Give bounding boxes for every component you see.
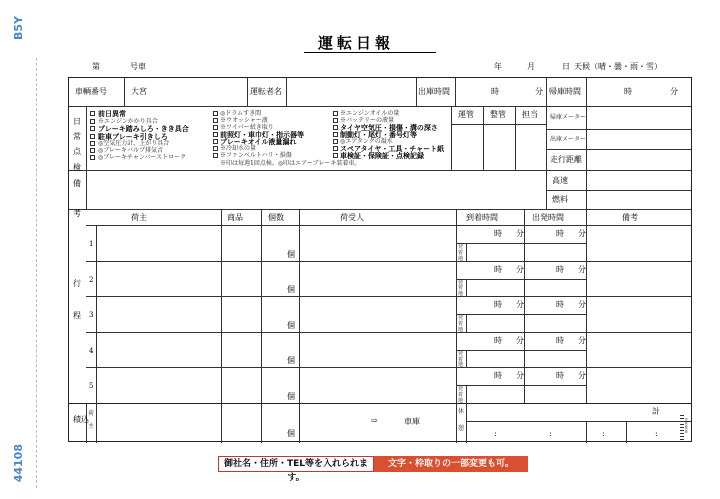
inspection-item: ※ワイパー拭き取り bbox=[220, 124, 274, 131]
col-line bbox=[451, 106, 452, 170]
arrival-hour-unit: 時 bbox=[494, 229, 502, 238]
shipper-cell[interactable] bbox=[97, 262, 220, 296]
check-box[interactable] bbox=[90, 155, 95, 160]
gyotei-label: 行 程 bbox=[73, 279, 81, 320]
kei-label: 計 bbox=[652, 407, 660, 416]
row-number: 4 bbox=[89, 346, 94, 355]
departure-hour-unit: 時 bbox=[556, 335, 564, 345]
highway-label: 高速 bbox=[552, 176, 568, 185]
consignee-cell[interactable] bbox=[300, 368, 455, 402]
inspection-footnote: ※印は毎週1回点検。◎印はエアーブレーキ装着車。 bbox=[220, 160, 361, 167]
inspection-item: タイヤ空気圧・損傷・溝の深さ bbox=[340, 123, 438, 132]
unkan-label: 運管 bbox=[458, 110, 474, 119]
depart-meter-label: 出庫メーター bbox=[550, 136, 587, 143]
row-number: 1 bbox=[89, 240, 94, 248]
row-line bbox=[546, 170, 691, 171]
departure-min-unit: 分 bbox=[578, 371, 586, 381]
shipper-header: 荷主 bbox=[131, 213, 147, 222]
departure-min-unit: 分 bbox=[578, 264, 586, 274]
check-box[interactable] bbox=[333, 139, 338, 144]
row-number: 2 bbox=[89, 275, 94, 284]
col-line bbox=[221, 209, 222, 443]
seibi-label: 整管 bbox=[490, 110, 506, 119]
row-line bbox=[466, 421, 691, 422]
departure-header: 出発時間 bbox=[532, 213, 564, 222]
col-line bbox=[524, 209, 525, 403]
page-title: 運転日報 bbox=[318, 34, 395, 52]
header-gousha: 号車 bbox=[130, 62, 146, 71]
header-day: 日 bbox=[562, 62, 570, 71]
return-meter-label: 帰庫メーター bbox=[550, 114, 587, 121]
count-unit: 個 bbox=[287, 285, 295, 295]
arrival-hour-unit: 時 bbox=[494, 335, 502, 345]
inspection-item: ◎ブレーキバルブ排気音 bbox=[98, 147, 163, 154]
row-line bbox=[69, 209, 691, 210]
inspection-item: ※ウオッシャー液 bbox=[220, 117, 268, 124]
departure-min-unit: 分 bbox=[578, 335, 586, 345]
colon: : bbox=[602, 429, 605, 438]
row-line bbox=[456, 243, 586, 244]
check-box[interactable] bbox=[333, 153, 338, 158]
inspection-item: ◎ドラムすき間 bbox=[220, 110, 262, 117]
col-line bbox=[124, 78, 125, 106]
check-box[interactable] bbox=[333, 132, 338, 137]
consignee-cell[interactable] bbox=[300, 297, 455, 331]
row-line bbox=[546, 190, 691, 191]
row-line bbox=[456, 279, 586, 280]
col-line bbox=[247, 78, 248, 106]
inspection-item: 前日異常 bbox=[98, 109, 126, 118]
shipper-cell[interactable] bbox=[97, 226, 220, 260]
arrival-min-unit: 分 bbox=[516, 264, 524, 274]
vehicle-no-value[interactable]: 大宮 bbox=[131, 87, 147, 96]
shipper-cell[interactable] bbox=[97, 297, 220, 331]
count-unit: 個 bbox=[287, 249, 295, 259]
fuel-label: 燃料 bbox=[552, 195, 568, 204]
col-line bbox=[466, 350, 467, 368]
col-line bbox=[466, 314, 467, 332]
row-line bbox=[69, 170, 546, 171]
departure-hour-unit: 時 bbox=[556, 300, 564, 310]
col-line bbox=[261, 209, 262, 443]
departure-hour-unit: 時 bbox=[556, 371, 564, 381]
check-box[interactable] bbox=[213, 139, 218, 144]
arrival-min-unit: 分 bbox=[516, 300, 524, 310]
departure-min-unit: 分 bbox=[578, 300, 586, 310]
header-month: 月 bbox=[527, 62, 535, 71]
col-line bbox=[546, 106, 547, 209]
consignee-header: 荷受人 bbox=[340, 213, 364, 222]
check-box[interactable] bbox=[90, 111, 95, 116]
depart-min-unit: 分 bbox=[535, 87, 543, 96]
inspection-item: スペアタイヤ・工具・チャート紙 bbox=[340, 144, 445, 153]
row-line bbox=[451, 124, 546, 125]
inspection-item: 制動灯・尾灯・番号灯等 bbox=[340, 130, 417, 139]
check-box[interactable] bbox=[90, 141, 95, 146]
arrival-hour-unit: 時 bbox=[494, 264, 502, 274]
arrow-icon: ⇨ bbox=[371, 416, 378, 425]
col-line bbox=[586, 209, 587, 403]
arrival-hour-unit: 時 bbox=[494, 300, 502, 310]
inspection-item: ブレーキオイル液量漏れ bbox=[220, 137, 297, 146]
col-line bbox=[456, 209, 457, 443]
kyukei-label-1: 休 bbox=[458, 408, 465, 415]
remarks-header: 備考 bbox=[622, 213, 638, 222]
report-form bbox=[68, 77, 692, 442]
hatchaku-label: 発着地 bbox=[458, 350, 464, 369]
arrival-min-unit: 分 bbox=[516, 371, 524, 381]
paper-size-label: B5Y bbox=[12, 16, 25, 41]
check-box[interactable] bbox=[213, 146, 218, 151]
col-line bbox=[466, 385, 467, 403]
inspection-item: 前照灯・車巾灯・指示器等 bbox=[220, 130, 304, 139]
arrival-header: 到着時間 bbox=[466, 213, 498, 222]
check-box[interactable] bbox=[90, 126, 95, 131]
row-line bbox=[456, 314, 586, 315]
check-box[interactable] bbox=[333, 146, 338, 151]
hatchaku-label: 発着地 bbox=[458, 244, 464, 262]
driver-label: 運転者名 bbox=[250, 87, 282, 96]
inspection-item: ◎空気圧力計、上がり具合 bbox=[98, 140, 170, 147]
col-line bbox=[466, 243, 467, 261]
inspection-item: 駐車ブレーキ引きしろ bbox=[98, 132, 168, 141]
count-unit: 個 bbox=[287, 320, 295, 330]
col-line bbox=[483, 106, 484, 170]
col-line bbox=[586, 106, 587, 209]
row-number: 3 bbox=[89, 311, 94, 320]
check-box[interactable] bbox=[213, 153, 218, 158]
col-line bbox=[286, 78, 287, 106]
col-line bbox=[626, 421, 627, 443]
hatchaku-label: 発着地 bbox=[458, 279, 464, 298]
depart-hour-unit: 時 bbox=[491, 87, 499, 96]
row-line bbox=[546, 129, 691, 130]
consignee-cell[interactable] bbox=[300, 262, 455, 296]
inspection-item: ※ファンベルトハリ・損傷 bbox=[220, 152, 292, 159]
col-line bbox=[96, 403, 97, 443]
title-underline bbox=[304, 52, 436, 53]
check-box[interactable] bbox=[333, 118, 338, 123]
consignee-cell[interactable] bbox=[300, 333, 455, 367]
check-box[interactable] bbox=[90, 148, 95, 153]
ninushi-label-1: 荷 bbox=[88, 410, 95, 417]
inspection-item: ※冷却水の量 bbox=[220, 145, 257, 152]
departure-hour-unit: 時 bbox=[556, 264, 564, 274]
product-code-label: 44108 bbox=[12, 444, 25, 483]
arrival-min-unit: 分 bbox=[516, 335, 524, 345]
col-line bbox=[515, 106, 516, 170]
tsumikomi-label: 積込 bbox=[73, 415, 89, 424]
check-box[interactable] bbox=[90, 119, 95, 124]
col-line bbox=[466, 279, 467, 297]
check-box[interactable] bbox=[333, 125, 338, 130]
inspection-label: 日 常 点 検 bbox=[73, 117, 81, 172]
header-year: 年 bbox=[494, 62, 502, 71]
colon: : bbox=[655, 429, 658, 438]
header-dai: 第 bbox=[92, 62, 100, 71]
arrival-hour-unit: 時 bbox=[494, 371, 502, 381]
check-box[interactable] bbox=[213, 132, 218, 137]
return-hour-unit: 時 bbox=[624, 87, 632, 96]
return-min-unit: 分 bbox=[670, 87, 678, 96]
col-line bbox=[455, 78, 456, 106]
col-line bbox=[416, 78, 417, 106]
col-line bbox=[86, 106, 87, 209]
colon: : bbox=[549, 429, 552, 438]
depart-time-label: 出庫時間 bbox=[418, 87, 450, 96]
departure-hour-unit: 時 bbox=[556, 229, 564, 238]
hatchaku-label: 発着地 bbox=[458, 386, 464, 404]
return-time-label: 帰庫時間 bbox=[549, 87, 581, 96]
check-box[interactable] bbox=[333, 111, 338, 116]
hatchaku-label: 発着地 bbox=[458, 315, 464, 333]
ninushi-label-2: 主 bbox=[88, 423, 95, 430]
check-box[interactable] bbox=[90, 134, 95, 139]
vehicle-no-label: 車輌番号 bbox=[75, 87, 107, 96]
inspection-item: ◎エアタンクの凝水 bbox=[340, 138, 393, 145]
row-line bbox=[456, 385, 586, 386]
row-line bbox=[69, 106, 691, 107]
departure-min-unit: 分 bbox=[578, 229, 586, 238]
row-number: 5 bbox=[89, 382, 94, 391]
inspection-item: 車検証・保険証・点検記録 bbox=[340, 151, 424, 160]
change-note: 文字・枠取りの一部変更も可。 bbox=[374, 456, 528, 472]
header-weather[interactable]: 天候（晴・曇・雨・雪） bbox=[574, 62, 662, 71]
count-unit: 個 bbox=[287, 392, 295, 401]
row-line bbox=[456, 350, 586, 351]
tanto-label: 担当 bbox=[522, 110, 538, 119]
company-note: 御社名・住所・TEL等を入れられます。 bbox=[218, 456, 374, 472]
inspection-item: ◎ブレーキチャンバーストローク bbox=[98, 154, 187, 161]
inspection-item: ブレーキ踏みしろ・きき具合 bbox=[98, 124, 189, 133]
shako-label: 車庫 bbox=[404, 417, 420, 426]
kyukei-label-2: 憩 bbox=[458, 425, 465, 432]
check-box[interactable] bbox=[213, 118, 218, 123]
row-line bbox=[69, 403, 691, 404]
perforation-margin bbox=[36, 58, 37, 488]
serial-number: 000000 bbox=[684, 418, 689, 434]
row-line bbox=[546, 149, 691, 150]
item-header: 商品 bbox=[227, 213, 243, 222]
inspection-item: ※エンジンかかり具合 bbox=[98, 118, 158, 125]
inspection-item: ※バッテリーの液量 bbox=[340, 117, 395, 124]
inspection-item: ※エンジンオイルの量 bbox=[340, 110, 400, 117]
shipper-cell[interactable] bbox=[97, 368, 220, 402]
colon: : bbox=[494, 429, 497, 438]
shipper-cell[interactable] bbox=[97, 333, 220, 367]
biko-label: 備 考 bbox=[73, 179, 81, 219]
count-unit: 個 bbox=[287, 429, 295, 438]
col-line bbox=[466, 403, 467, 443]
consignee-cell[interactable] bbox=[300, 226, 455, 260]
col-line bbox=[586, 421, 587, 443]
arrival-min-unit: 分 bbox=[516, 229, 524, 238]
check-box[interactable] bbox=[213, 111, 218, 116]
check-box[interactable] bbox=[213, 125, 218, 130]
count-unit: 個 bbox=[287, 356, 295, 366]
col-line bbox=[586, 78, 587, 106]
count-header: 個数 bbox=[268, 213, 284, 222]
distance-label: 走行距離 bbox=[550, 155, 582, 164]
col-line bbox=[546, 78, 547, 106]
